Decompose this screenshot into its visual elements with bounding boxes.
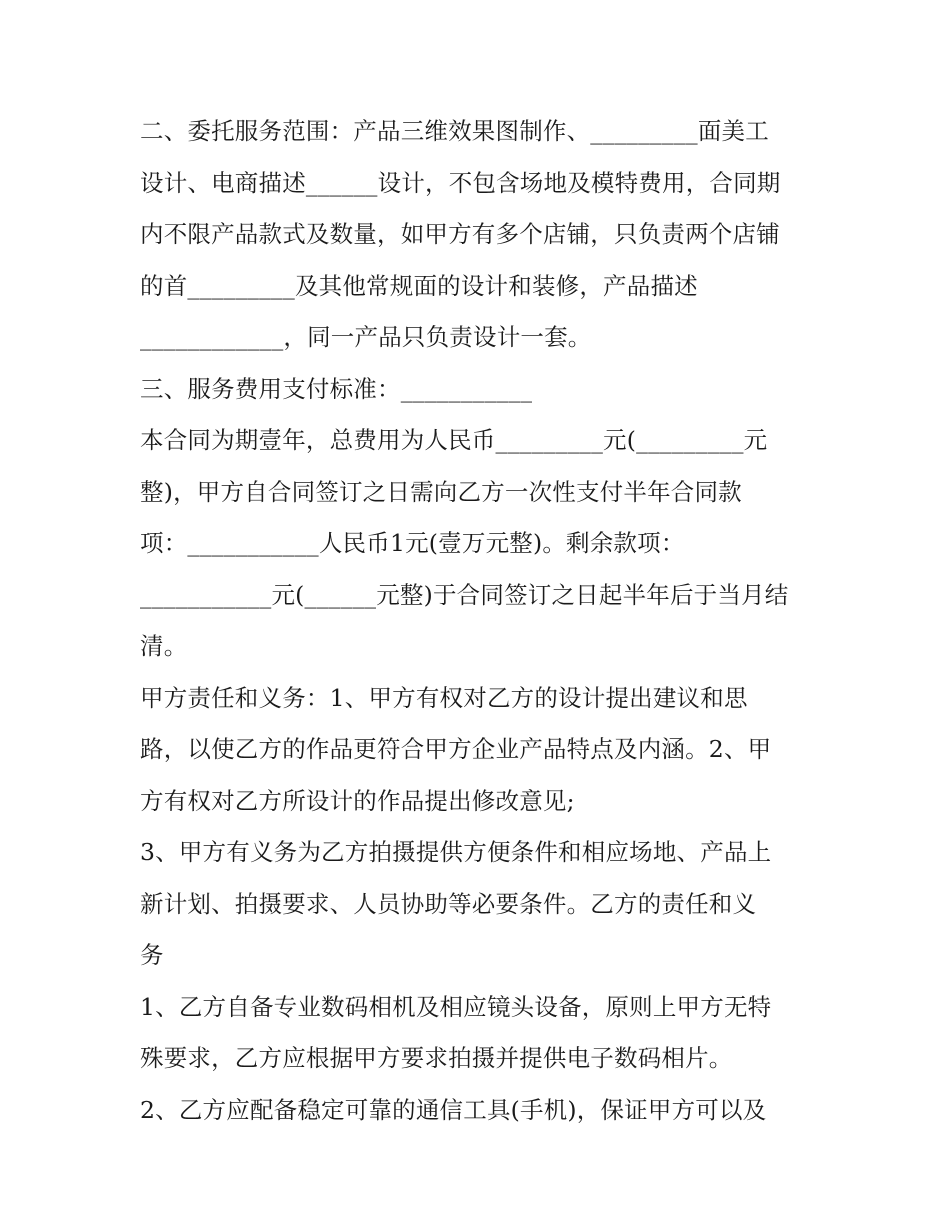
text-line: 方有权对乙方所设计的作品提出修改意见;: [140, 786, 575, 815]
text-line: ___________元(______元整)于合同签订之日起半年后于当月结: [140, 580, 789, 609]
document-body: [140, 106, 820, 1136]
text-line: 设计、电商描述______设计，不包含场地及模特费用，合同期: [140, 168, 781, 197]
text-line: 甲方责任和义务：1、甲方有权对乙方的设计提出建议和思: [140, 683, 748, 712]
text-line: 2、乙方应配备稳定可靠的通信工具(手机)，保证甲方可以及: [140, 1095, 767, 1124]
text-line: ____________，同一产品只负责设计一套。: [140, 323, 592, 351]
text-line: 整)，甲方自合同签订之日需向乙方一次性支付半年合同款: [140, 477, 742, 506]
text-line: 内不限产品款式及数量，如甲方有多个店铺，只负责两个店铺: [140, 220, 780, 248]
text-line: 务: [140, 941, 164, 969]
text-line: 项：___________人民币1元(壹万元整)。剩余款项：: [140, 529, 685, 557]
text-line: 本合同为期壹年，总费用为人民币_________元(_________元: [140, 426, 768, 454]
text-line: 的首_________及其他常规面的设计和装修，产品描述: [140, 271, 698, 300]
text-line: 三、服务费用支付标准：___________: [140, 374, 533, 403]
text-line: 殊要求，乙方应根据甲方要求拍摄并提供电子数码相片。: [140, 1044, 733, 1072]
text-line: 1、乙方自备专业数码相机及相应镜头设备，原则上甲方无特: [140, 992, 772, 1021]
text-line: 路，以使乙方的作品更符合甲方企业产品特点及内涵。2、甲: [140, 735, 772, 763]
text-line: 新计划、拍摄要求、人员协助等必要条件。乙方的责任和义: [140, 889, 757, 918]
text-line: 二、委托服务范围：产品三维效果图制作、_________面美工: [140, 117, 769, 145]
text-line: 清。: [140, 632, 188, 660]
text-line: 3、甲方有义务为乙方拍摄提供方便条件和相应场地、产品上: [140, 838, 772, 866]
